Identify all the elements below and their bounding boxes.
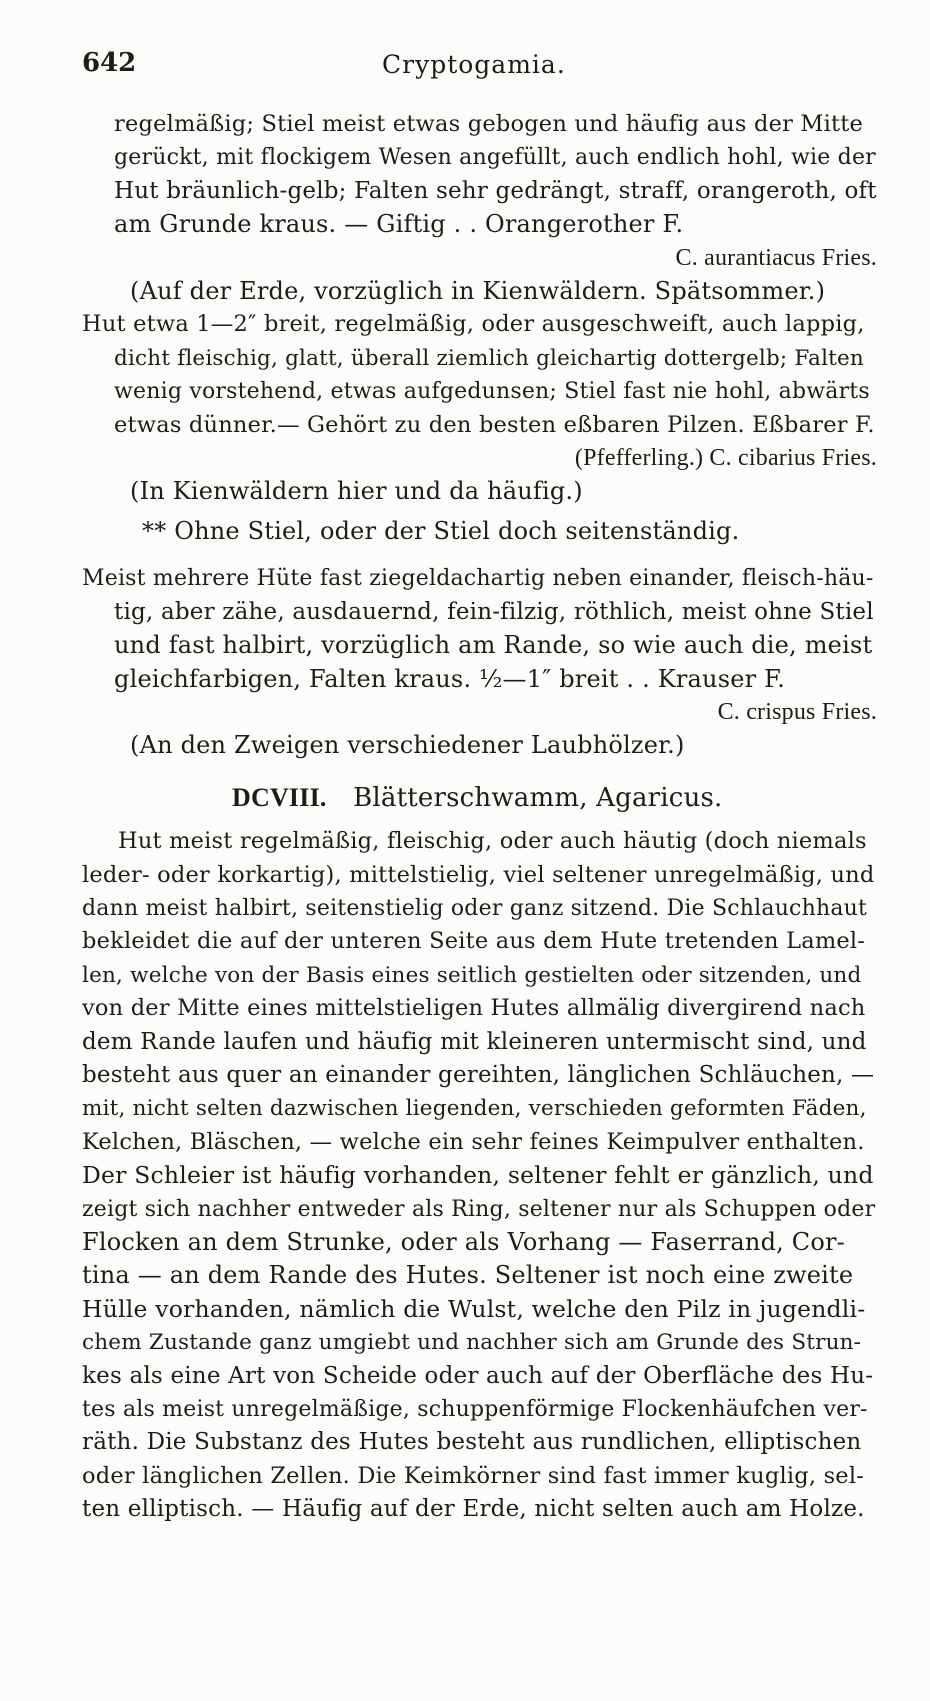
section-title: Blätterschwamm, Agaricus.	[353, 782, 723, 813]
habitat-note: (In Kienwäldern hier und da häufig.)	[130, 477, 583, 506]
text-line: chem Zustande ganz umgiebt und nachher sich am Grunde des Strun-	[82, 1330, 862, 1356]
text-line: tes als meist unregelmäßige, schuppenförmige Flockenhäufchen ver-	[82, 1397, 868, 1423]
text-line: Hut etwa 1—2″ breit, regelmäßig, oder ausgeschweift, auch lappig,	[82, 311, 865, 338]
text-line: len, welche von der Basis eines seitlich gestielten oder sitzenden, und	[82, 962, 862, 988]
text-line: gerückt, mit flockigem Wesen angefüllt, auch endlich hohl, wie der	[114, 145, 876, 171]
text-line: bekleidet die auf der unteren Seite aus dem Hute tretenden Lamel-	[82, 928, 866, 955]
section-number: DCVIII.	[232, 782, 327, 812]
text-line: Flocken an dem Strunke, oder als Vorhang — Faserrand, Cor-	[82, 1228, 845, 1256]
text-line: am Grunde kraus. — Giftig . . Orangerother F.	[114, 210, 684, 239]
text-line: gleichfarbigen, Falten kraus. ½—1″ breit . . Krauser F.	[114, 664, 786, 693]
text-line: zeigt sich nachher entweder als Ring, seltener nur als Schuppen oder	[82, 1196, 876, 1222]
text-line: tina — an dem Rande des Hutes. Seltener ist noch eine zweite	[82, 1261, 854, 1290]
text-line: oder länglichen Zellen. Die Keimkörner sind fast immer kuglig, sel-	[82, 1462, 865, 1489]
text-line: mit, nicht selten dazwischen liegenden, verschieden geformten Fäden,	[82, 1096, 867, 1122]
text-line: dann meist halbirt, seitenstielig oder ganz sitzend. Die Schlauchhaut	[82, 895, 868, 921]
running-head: Cryptogamia.	[382, 50, 566, 79]
text-line: dem Rande laufen und häufig mit kleineren untermischt sind, und	[82, 1028, 867, 1055]
text-line: dicht fleischig, glatt, überall ziemlich gleichartig dottergelb; Falten	[114, 345, 864, 371]
habitat-note: (An den Zweigen verschiedener Laubhölzer.)	[130, 731, 685, 760]
text-line: wenig vorstehend, etwas aufgedunsen; Stiel fast nie hohl, abwärts	[114, 379, 870, 405]
text-line: Hülle vorhanden, nämlich die Wulst, welche den Pilz in jugendli-	[82, 1294, 866, 1323]
latin-name: C. aurantiacus Fries.	[675, 244, 877, 271]
page-number: 642	[82, 48, 137, 78]
body-text	[82, 108, 877, 1527]
text-line: Der Schleier ist häufig vorhanden, seltener fehlt er gänzlich, und	[82, 1161, 874, 1190]
habitat-note: (Auf der Erde, vorzüglich in Kienwäldern. Spätsommer.)	[130, 277, 826, 306]
text-line: Meist mehrere Hüte fast ziegeldachartig neben einander, fleisch-häu-	[82, 566, 874, 592]
text-line: leder- oder korkartig), mittelstielig, viel seltener unregelmäßig, und	[82, 861, 875, 888]
text-line: tig, aber zähe, ausdauernd, fein-filzig, röthlich, meist ohne Stiel	[114, 598, 874, 625]
subsection-heading: ** Ohne Stiel, oder der Stiel doch seitenständig.	[142, 516, 740, 545]
text-line: etwas dünner.— Gehört zu den besten eßbaren Pilzen. Eßbarer F.	[114, 411, 875, 438]
text-line: räth. Die Substanz des Hutes besteht aus rundlichen, elliptischen	[82, 1429, 862, 1456]
text-line: Hut bräunlich-gelb; Falten sehr gedrängt, straff, orangeroth, oft	[114, 177, 877, 204]
text-line: und fast halbirt, vorzüglich am Rande, so wie auch die, meist	[114, 631, 873, 660]
latin-name: C. crispus Fries.	[717, 698, 877, 725]
section-heading	[82, 781, 877, 815]
spacer	[82, 548, 877, 562]
text-line: von der Mitte eines mittelstieligen Hutes allmälig divergirend nach	[82, 995, 866, 1022]
text-line: besteht aus quer an einander gereihten, länglichen Schläuchen, —	[82, 1061, 875, 1088]
page-header	[82, 48, 872, 88]
text-line: Hut meist regelmäßig, fleischig, oder auch häutig (doch niemals	[118, 828, 867, 855]
text-line: Kelchen, Bläschen, — welche ein sehr feines Keimpulver enthalten.	[82, 1128, 865, 1155]
text-line: regelmäßig; Stiel meist etwas gebogen und häufig aus der Mitte	[114, 111, 864, 137]
text-line: ten elliptisch. — Häufig auf der Erde, nicht selten auch am Holze.	[82, 1496, 865, 1523]
latin-name: (Pfefferling.) C. cibarius Fries.	[574, 445, 877, 472]
text-line: kes als eine Art von Scheide oder auch auf der Oberfläche des Hu-	[82, 1362, 874, 1389]
